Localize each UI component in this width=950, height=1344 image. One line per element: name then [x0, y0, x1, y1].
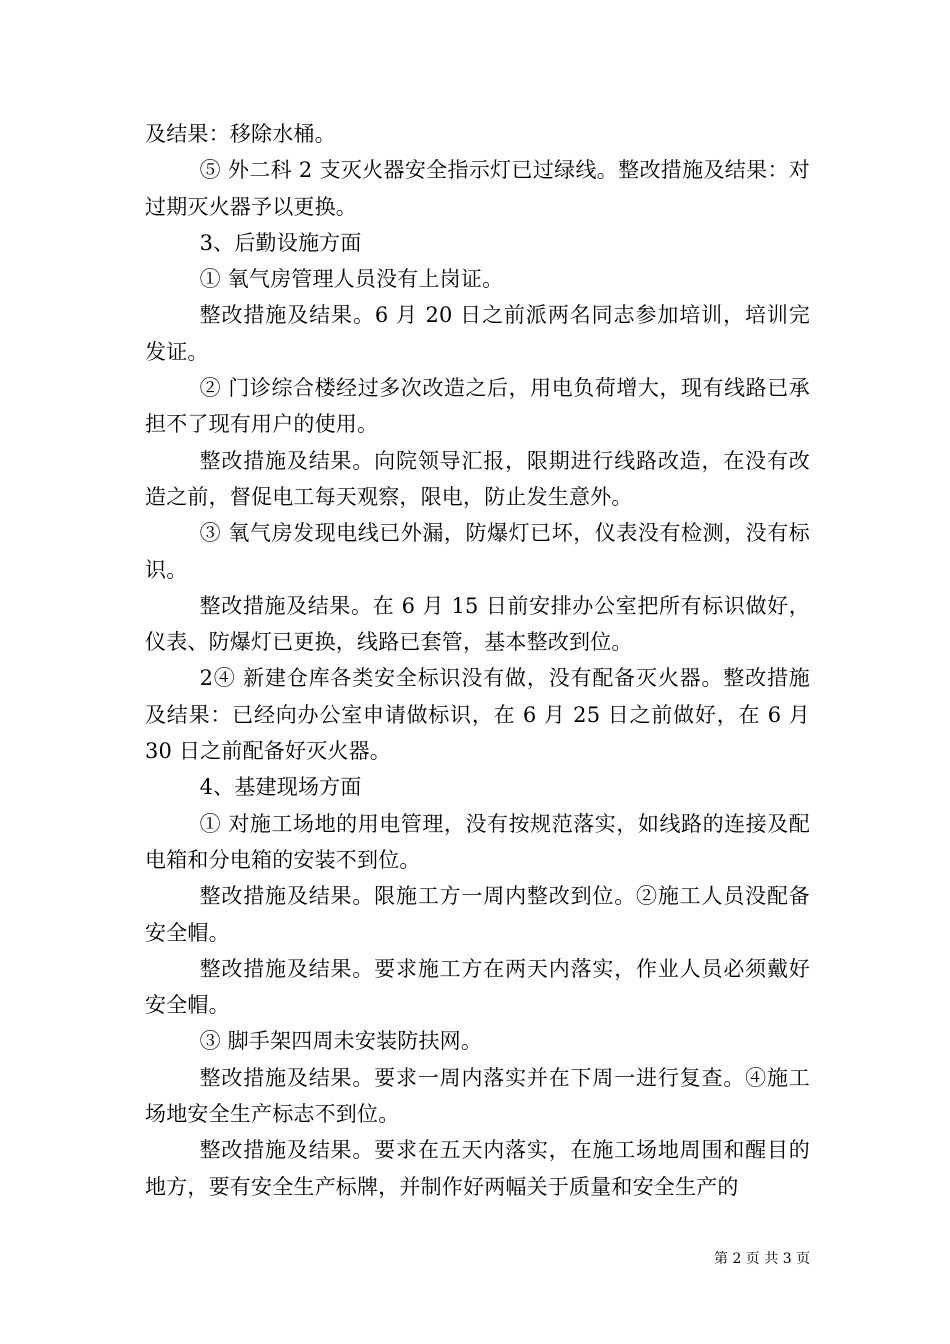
paragraph: 整改措施及结果。要求施工方在两天内落实，作业人员必须戴好安全帽。	[145, 956, 810, 1018]
paragraph: ① 对施工场地的用电管理，没有按规范落实，如线路的连接及配电箱和分电箱的安装不到位。	[145, 811, 810, 872]
paragraph: 及结果：移除水桶。	[145, 122, 336, 146]
paragraph: ③ 脚手架四周未安装防扶网。	[199, 1029, 483, 1054]
section-heading: 4、基建现场方面	[199, 775, 362, 800]
paragraph: 整改措施及结果。要求在五天内落实，在施工场地周围和醒目的地方，要有安全生产标牌，并制作好两幅关于质量和安全生产的	[145, 1138, 810, 1199]
paragraph: ① 氧气房管理人员没有上岗证。	[199, 267, 504, 292]
paragraph: 整改措施及结果。向院领导汇报，限期进行线路改造，在没有改造之前，督促电工每天观察，限电，防止发生意外。	[145, 448, 810, 509]
paragraph: 整改措施及结果。限施工方一周内整改到位。②施工人员没配备安全帽。	[145, 884, 810, 945]
paragraph: ② 门诊综合楼经过多次改造之后，用电负荷增大，现有线路已承担不了现有用户的使用。	[145, 376, 810, 437]
section-heading: 3、后勤设施方面	[199, 230, 362, 255]
paragraph: ③ 氧气房发现电线已外漏，防爆灯已坏，仪表没有检测，没有标识。	[145, 521, 810, 582]
paragraph: 整改措施及结果。在 6 月 15 日前安排办公室把所有标识做好，仪表、防爆灯已更换，线路已套管，基本整改到位。	[145, 593, 810, 655]
paragraph: 整改措施及结果。6 月 20 日之前派两名同志参加培训，培训完发证。	[145, 303, 810, 364]
paragraph: ⑤ 外二科 2 支灭火器安全指示灯已过绿线。整改措施及结果：对过期灭火器予以更换。	[145, 158, 810, 219]
document-body	[145, 116, 810, 1205]
paragraph: 整改措施及结果。要求一周内落实并在下周一进行复查。④施工场地安全生产标志不到位。	[145, 1065, 810, 1127]
paragraph: 2④ 新建仓库各类安全标识没有做，没有配备灭火器。整改措施及结果：已经向办公室申请做标识，在 6 月 25 日之前做好，在 6 月 30 日之前配备好灭火器。	[145, 666, 810, 764]
page-number-footer: 第 2 页 共 3 页	[714, 1251, 811, 1267]
